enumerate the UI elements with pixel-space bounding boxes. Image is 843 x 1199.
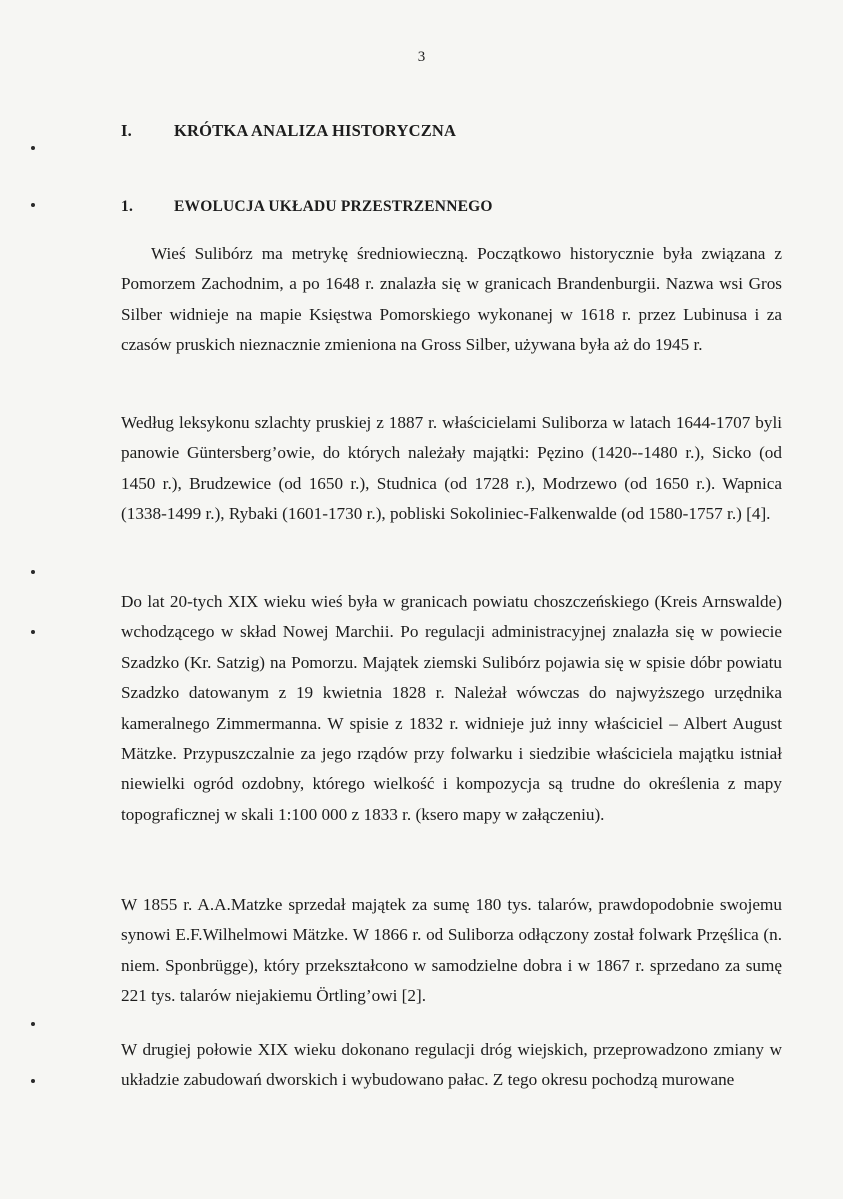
paragraph: W 1855 r. A.A.Matzke sprzedał majątek za sumę 180 tys. talarów, prawdopodobnie swojemu synowi E.F.Wilhelmowi Mätzke. W 1866 r. od Suliborza odłączony został folwark Przęślica (n. niem. Sponbrügge), który przekształcono w samodzielne dobra i w 1867 r. sprzedano za sumę 221 tys. talarów niejakiemu Örtling’owi [2]. [121,895,782,1006]
margin-dot [31,630,35,634]
margin-dot [31,1022,35,1026]
paragraph: Według leksykonu szlachty pruskiej z 1887 r. właścicielami Suliborza w latach 1644-1707 byli panowie Güntersberg’owie, do których należały majątki: Pęzino (1420--1480 r.), Sicko (od 1450 r.), Brudzewice (od 1650 r.), Studnica (od 1728 r.), Modrzewo (od 1650 r.). Wapnica (1338-1499 r.), Rybaki (1601-1730 r.), pobliski Sokoliniec-Falkenwalde (od 1580-1757 r.) [4]. [121,413,782,524]
paragraph: Wieś Sulibórz ma metrykę średniowieczną. Początkowo historycznie była związana z Pomorzem Zachodnim, a po 1648 r. znalazła się w granicach Brandenburgii. Nazwa wsi Gros Silber widnieje na mapie Księstwa Pomorskiego wykonanej w 1618 r. przez Lubinusa i za czasów pruskich nieznacznie zmieniona na Gross Silber, używana była aż do 1945 r. [121,244,782,355]
margin-dot [31,1079,35,1083]
page-number: 3 [417,49,426,65]
paragraph: Do lat 20-tych XIX wieku wieś była w granicach powiatu choszczeńskiego (Kreis Arnswalde) wchodzącego w skład Nowej Marchii. Po regulacji administracyjnej znalazła się w powiecie Szadzko (Kr. Satzig) na Pomorzu. Majątek ziemski Sulibórz pojawia się w spisie dóbr powiatu Szadzko datowanym z 19 kwietnia 1828 r. Należał wówczas do najwyższego urzędnika kameralnego Zimmermanna. W spisie z 1832 r. widnieje już inny właściciel – Albert August Mätzke. Przypuszczalnie za jego rządów przy folwarku i siedzibie właściciela majątku istniał niewielki ogród ozdobny, którego wielkość i kompozycja są trudne do określenia z mapy topograficznej w skali 1:100 000 z 1833 r. (ksero mapy w załączeniu). [121,592,782,824]
paragraph: W drugiej połowie XIX wieku dokonano regulacji dróg wiejskich, przeprowadzono zmiany w układzie zabudowań dworskich i wybudowano pałac. Z tego okresu pochodzą murowane [121,1040,782,1090]
chapter-title: KRÓTKA ANALIZA HISTORYCZNA [174,121,457,140]
section-heading [121,198,493,216]
section-number: 1. [121,198,134,215]
margin-dot [31,570,35,574]
margin-dot [31,203,35,207]
margin-dot [31,146,35,150]
chapter-heading [121,121,456,141]
chapter-number: I. [121,121,132,140]
section-title: EWOLUCJA UKŁADU PRZESTRZENNEGO [174,198,493,215]
